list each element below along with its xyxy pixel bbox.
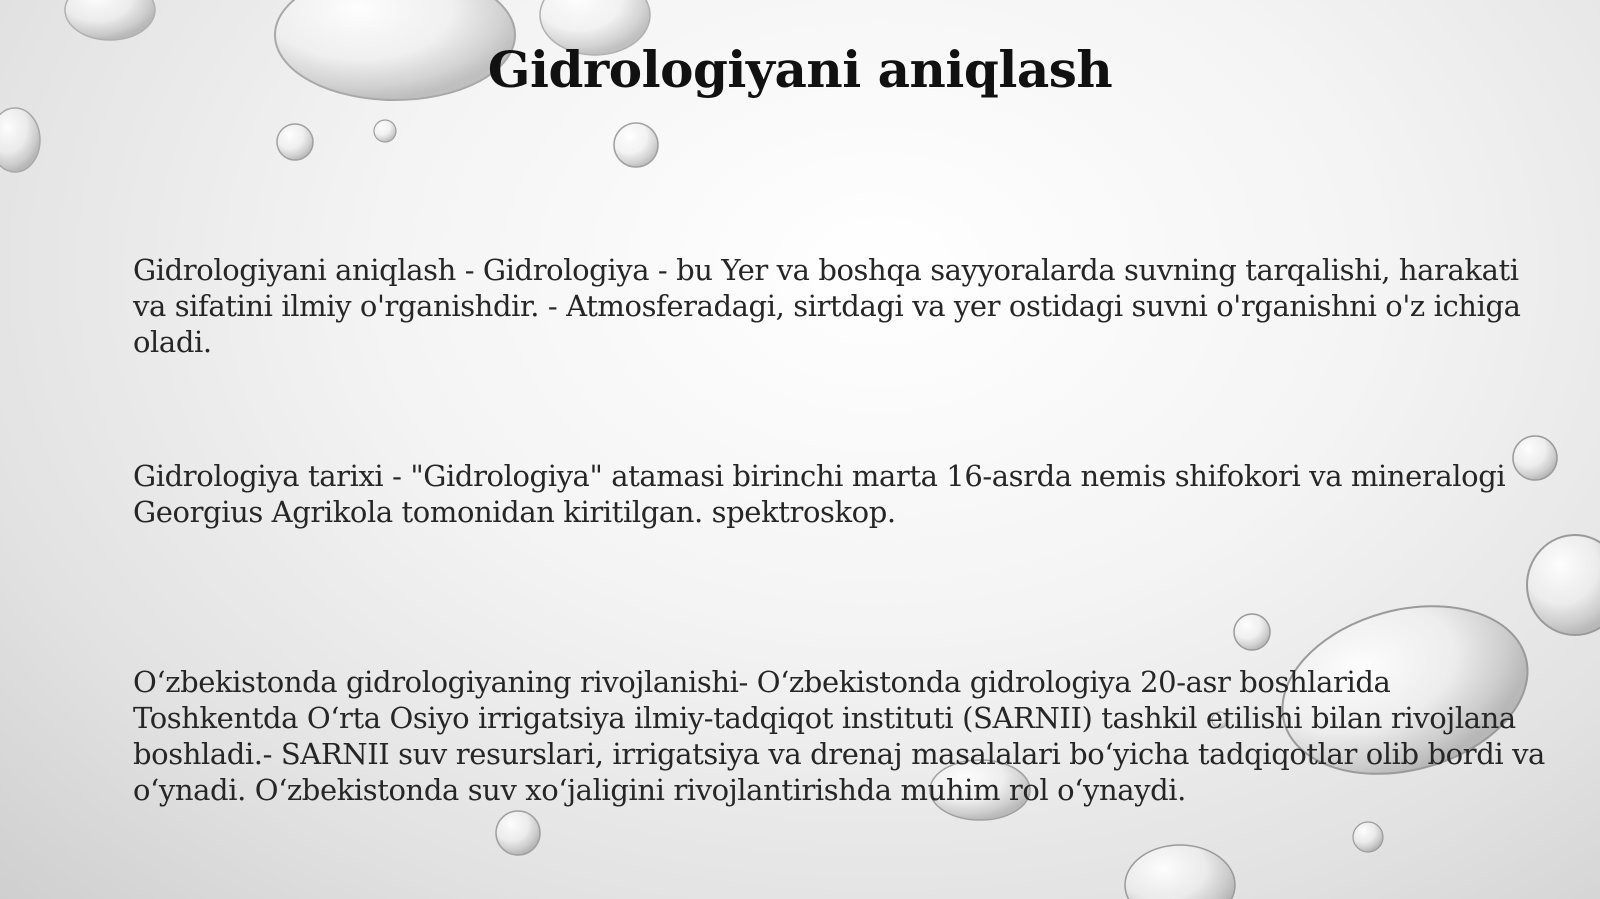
slide-title: Gidrologiyani aniqlash bbox=[487, 40, 1113, 99]
paragraph-uzbekistan: O‘zbekistonda gidrologiyaning rivojlanishi- O‘zbekistonda gidrologiya 20-asr boshlarida Toshkentda O‘rta Osiyo irrigatsiya ilmiy-tadqiqot instituti (SARNII) tashkil etilishi bilan rivojlana boshladi.- SARNII suv resurslari, irrigatsiya va drenaj masalalari bo‘yicha tadqiqotlar olib bordi va o‘ynadi. O‘zbekistonda suv xo‘jaligini rivojlantirishda muhim rol o‘ynaydi. bbox=[133, 665, 1545, 807]
paragraph-history: Gidrologiya tarixi - "Gidrologiya" atamasi birinchi marta 16-asrda nemis shifokori va mineralogi Georgius Agrikola tomonidan kiritilgan. spektroskop. bbox=[133, 459, 1506, 529]
paragraph-definition: Gidrologiyani aniqlash - Gidrologiya - bu Yer va boshqa sayyoralarda suvning tarqalishi, harakati va sifatini ilmiy o'rganishdir. - Atmosferadagi, sirtdagi va yer ostidagi suvni o'rganishni o'z ichiga oladi. bbox=[133, 253, 1521, 359]
